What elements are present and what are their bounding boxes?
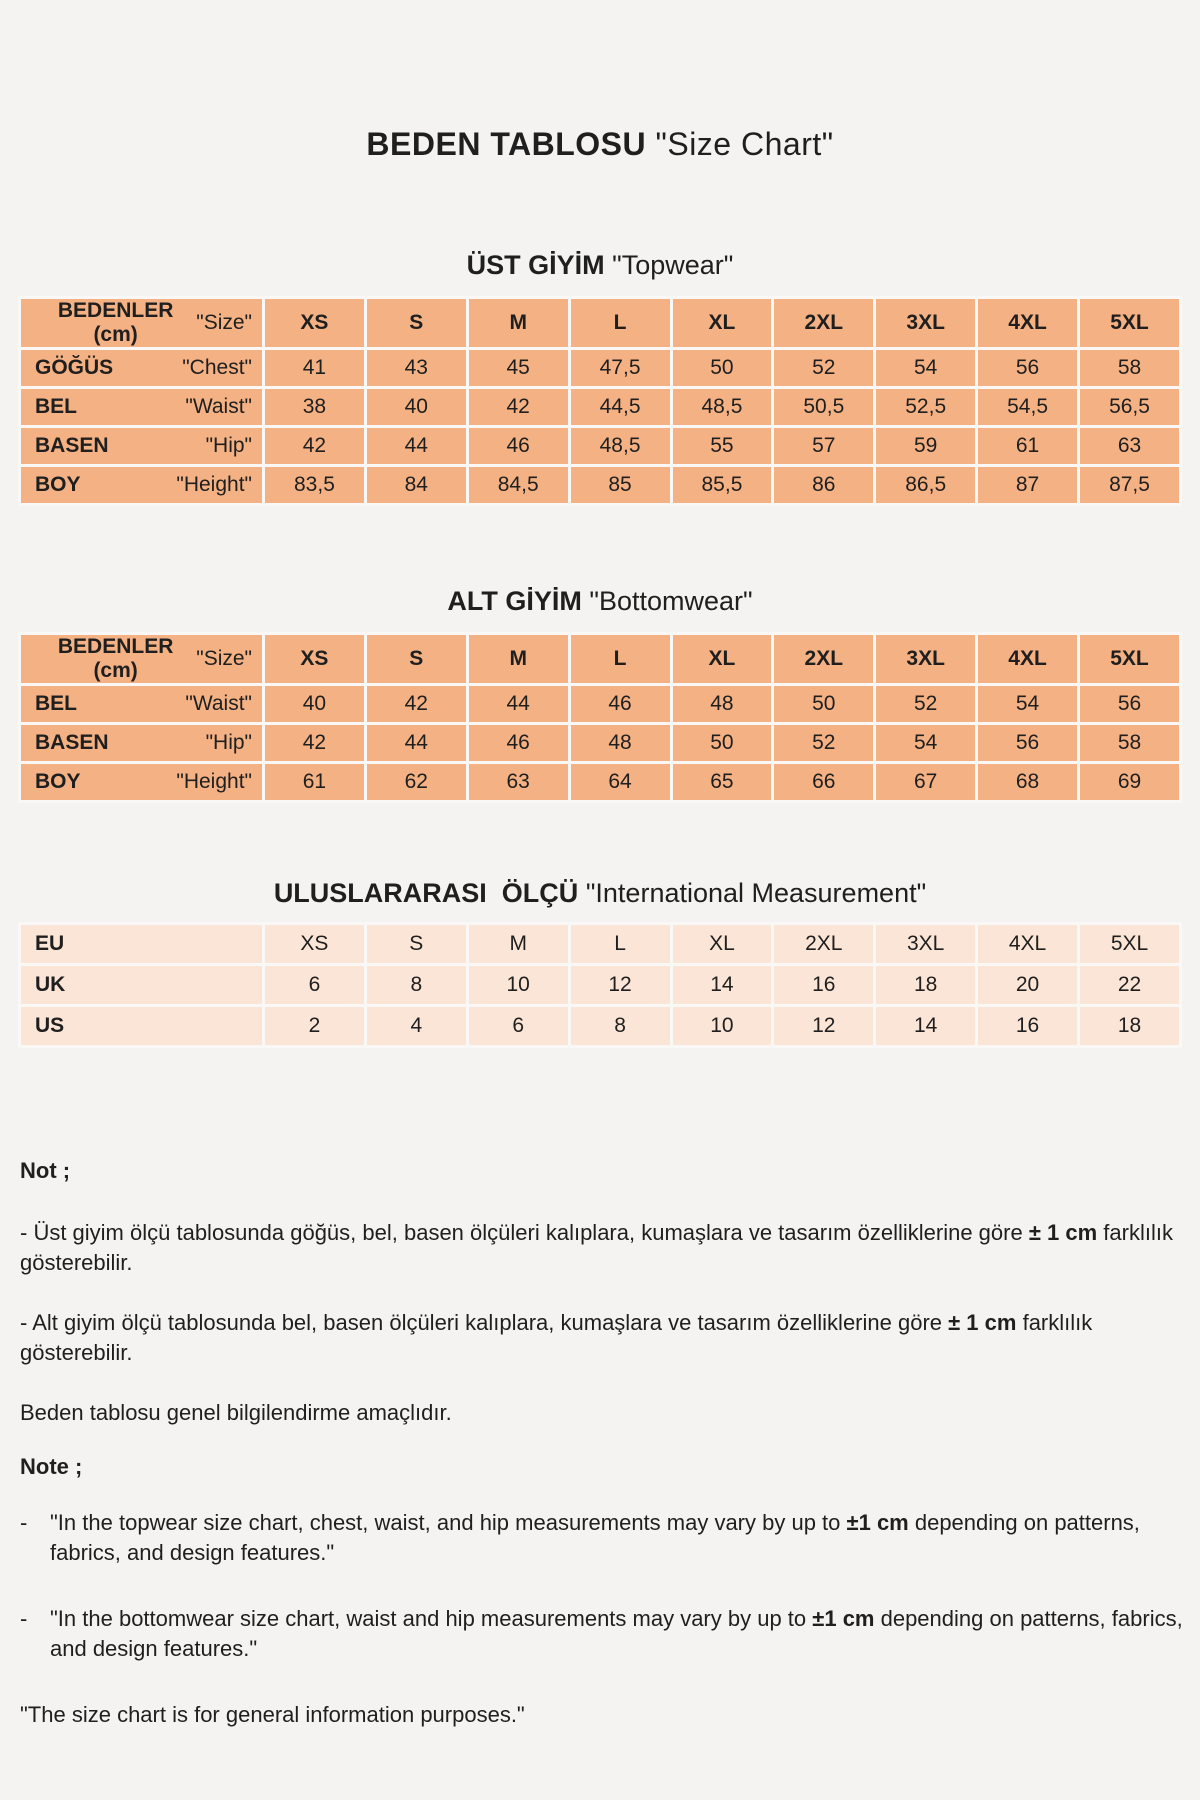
value-cell: 45 [467,349,569,388]
value-cell: 14 [671,965,773,1006]
value-cell: 18 [875,965,977,1006]
size-header-cell: XS [264,298,366,349]
international-size-table [18,922,1182,1048]
row-label-turkish: BEDENLER (cm) [57,299,174,346]
value-cell: 14 [875,1006,977,1047]
note-text: farklılık gösterebilir. [20,1220,1173,1275]
english-note-bullet [20,1604,1186,1664]
english-note-disclaimer: "The size chart is for general information purposes." [20,1702,525,1727]
size-header-cell: 4XL [977,634,1079,685]
topwear-heading-turkish: ÜST GİYİM [466,250,605,280]
value-cell: 85 [569,466,671,505]
note-text: depending on patterns, fabrics, and design features." [50,1510,1140,1565]
value-cell: 40 [365,388,467,427]
size-header-cell: L [569,298,671,349]
row-label-turkish: UK [35,973,66,996]
tolerance-value: ± 1 cm [1028,1220,1098,1245]
value-cell: 62 [365,763,467,802]
topwear-size-table [18,296,1182,506]
row-label-english: "Hip" [205,731,252,754]
value-cell: 50 [671,724,773,763]
row-label-turkish: BASEN [35,731,109,754]
turkish-note-paragraph [20,1218,1186,1278]
value-cell: 48 [671,685,773,724]
page-title-english: "Size Chart" [655,126,834,162]
row-label-english: "Waist" [185,692,252,715]
value-cell: 52,5 [875,388,977,427]
size-header-cell: 3XL [875,634,977,685]
size-header-cell: 5XL [1079,634,1181,685]
value-cell: 44,5 [569,388,671,427]
value-cell: 63 [467,763,569,802]
row-label-english: "Height" [176,473,252,496]
value-cell: 61 [977,427,1079,466]
tolerance-value: ± 1 cm [948,1310,1017,1335]
row-label-cell [20,349,264,388]
international-heading-turkish: ULUSLARARASI ÖLÇÜ [273,878,579,908]
value-cell: 6 [264,965,366,1006]
row-label-english: "Waist" [185,395,252,418]
value-cell: 44 [365,427,467,466]
value-cell: 2XL [773,924,875,965]
value-cell: 68 [977,763,1079,802]
value-cell: 6 [467,1006,569,1047]
row-label-cell [20,965,264,1006]
english-note-heading: Note ; [20,1454,83,1479]
value-cell: 38 [264,388,366,427]
value-cell: 22 [1079,965,1181,1006]
value-cell: 56 [977,349,1079,388]
value-cell: 44 [365,724,467,763]
table-row [20,349,1181,388]
value-cell: 42 [264,427,366,466]
value-cell: 52 [875,685,977,724]
value-cell: 42 [467,388,569,427]
row-label-turkish: BEL [35,692,77,715]
size-header-cell: M [467,298,569,349]
size-header-cell: S [365,634,467,685]
value-cell: 59 [875,427,977,466]
row-label-english: "Size" [196,311,252,334]
value-cell: 10 [467,965,569,1006]
value-cell: 56 [977,724,1079,763]
page-title [0,126,1200,163]
value-cell: 87 [977,466,1079,505]
value-cell: 48,5 [569,427,671,466]
note-text: "In the topwear size chart, chest, waist, and hip measurements may vary by up to [50,1510,847,1535]
table-row [20,634,1181,685]
note-text: depending on patterns, fabrics, and design features." [50,1606,1183,1661]
value-cell: 47,5 [569,349,671,388]
value-cell: 58 [1079,349,1181,388]
table-row [20,685,1181,724]
row-label-cell [20,763,264,802]
size-header-cell: 2XL [773,634,875,685]
row-label-cell [20,298,264,349]
value-cell: 43 [365,349,467,388]
value-cell: 84,5 [467,466,569,505]
topwear-heading-english: "Topwear" [612,250,734,280]
value-cell: 87,5 [1079,466,1181,505]
value-cell: 63 [1079,427,1181,466]
value-cell: L [569,924,671,965]
size-header-cell: M [467,634,569,685]
value-cell: 54 [875,349,977,388]
bottomwear-section-heading [18,586,1182,617]
note-text: - Alt giyim ölçü tablosunda bel, basen ölçüleri kalıplara, kumaşlara ve tasarım özelliklerine göre [20,1310,949,1335]
value-cell: 84 [365,466,467,505]
value-cell: 56 [1079,685,1181,724]
value-cell: 46 [569,685,671,724]
row-label-turkish: US [35,1014,65,1037]
row-label-english: "Chest" [182,356,252,379]
value-cell: 69 [1079,763,1181,802]
row-label-turkish: BASEN [35,434,109,457]
value-cell: 5XL [1079,924,1181,965]
value-cell: 55 [671,427,773,466]
bullet-dash: - [20,1510,28,1535]
value-cell: 16 [977,1006,1079,1047]
value-cell: 52 [773,724,875,763]
row-label-english: "Size" [196,647,252,670]
turkish-note-disclaimer: Beden tablosu genel bilgilendirme amaçlıdır. [20,1400,452,1425]
table-row [20,388,1181,427]
row-label-turkish: BEL [35,395,77,418]
international-heading-english: "International Measurement" [585,878,927,908]
row-label-turkish: EU [35,932,65,955]
size-header-cell: 3XL [875,298,977,349]
turkish-note-heading: Not ; [20,1158,71,1183]
row-label-cell [20,427,264,466]
value-cell: 48 [569,724,671,763]
english-note-bullet [20,1508,1186,1568]
english-note-bullets [20,1508,1186,1664]
value-cell: 50 [773,685,875,724]
row-label-turkish: BOY [35,770,81,793]
value-cell: M [467,924,569,965]
bullet-text [50,1604,1186,1664]
turkish-note-paragraphs [20,1218,1186,1368]
value-cell: 54 [875,724,977,763]
value-cell: 4XL [977,924,1079,965]
value-cell: 52 [773,349,875,388]
bottomwear-heading-turkish: ALT GİYİM [447,586,582,616]
turkish-note-paragraph [20,1308,1186,1368]
value-cell: 66 [773,763,875,802]
notes-section [20,1156,1186,1730]
value-cell: 86,5 [875,466,977,505]
value-cell: 58 [1079,724,1181,763]
value-cell: 12 [569,965,671,1006]
value-cell: 65 [671,763,773,802]
value-cell: XS [264,924,366,965]
note-text: - Üst giyim ölçü tablosunda göğüs, bel, basen ölçüleri kalıplara, kumaşlara ve tasarım özelliklerine göre [20,1220,1029,1245]
value-cell: 61 [264,763,366,802]
value-cell: 8 [569,1006,671,1047]
size-header-cell: 4XL [977,298,1079,349]
row-label-cell [20,388,264,427]
bullet-dash: - [20,1606,28,1631]
value-cell: 3XL [875,924,977,965]
value-cell: 64 [569,763,671,802]
size-header-cell: XS [264,634,366,685]
value-cell: 41 [264,349,366,388]
row-label-cell [20,924,264,965]
page-title-turkish: BEDEN TABLOSU [366,126,647,162]
value-cell: 16 [773,965,875,1006]
value-cell: 44 [467,685,569,724]
row-label-cell [20,1006,264,1047]
row-label-turkish: BEDENLER (cm) [57,635,174,682]
value-cell: 40 [264,685,366,724]
table-row [20,427,1181,466]
size-header-cell: 5XL [1079,298,1181,349]
value-cell: 86 [773,466,875,505]
value-cell: 46 [467,724,569,763]
value-cell: 42 [264,724,366,763]
international-section-heading [18,878,1182,909]
value-cell: 48,5 [671,388,773,427]
value-cell: 12 [773,1006,875,1047]
value-cell: 2 [264,1006,366,1047]
value-cell: S [365,924,467,965]
size-header-cell: XL [671,634,773,685]
value-cell: 18 [1079,1006,1181,1047]
value-cell: 46 [467,427,569,466]
row-label-turkish: BOY [35,473,81,496]
tolerance-value: ±1 cm [846,1510,909,1535]
size-header-cell: S [365,298,467,349]
tolerance-value: ±1 cm [812,1606,875,1631]
table-row [20,965,1181,1006]
value-cell: 10 [671,1006,773,1047]
note-text: farklılık gösterebilir. [20,1310,1093,1365]
bullet-text [50,1508,1186,1568]
bottomwear-size-table [18,632,1182,803]
row-label-cell [20,466,264,505]
table-row [20,1006,1181,1047]
size-header-cell: L [569,634,671,685]
value-cell: 50 [671,349,773,388]
note-text: "In the bottomwear size chart, waist and hip measurements may vary by up to [50,1606,813,1631]
size-header-cell: XL [671,298,773,349]
value-cell: 83,5 [264,466,366,505]
bottomwear-heading-english: "Bottomwear" [589,586,753,616]
value-cell: 42 [365,685,467,724]
row-label-english: "Hip" [205,434,252,457]
value-cell: 54,5 [977,388,1079,427]
table-row [20,924,1181,965]
row-label-cell [20,724,264,763]
size-header-cell: 2XL [773,298,875,349]
row-label-cell [20,634,264,685]
value-cell: 4 [365,1006,467,1047]
value-cell: 67 [875,763,977,802]
table-row [20,466,1181,505]
row-label-english: "Height" [176,770,252,793]
value-cell: 20 [977,965,1079,1006]
row-label-turkish: GÖĞÜS [35,356,114,379]
value-cell: 50,5 [773,388,875,427]
table-row [20,763,1181,802]
table-row [20,298,1181,349]
value-cell: 54 [977,685,1079,724]
value-cell: 57 [773,427,875,466]
topwear-section-heading [18,250,1182,281]
value-cell: XL [671,924,773,965]
value-cell: 56,5 [1079,388,1181,427]
value-cell: 85,5 [671,466,773,505]
row-label-cell [20,685,264,724]
value-cell: 8 [365,965,467,1006]
table-row [20,724,1181,763]
